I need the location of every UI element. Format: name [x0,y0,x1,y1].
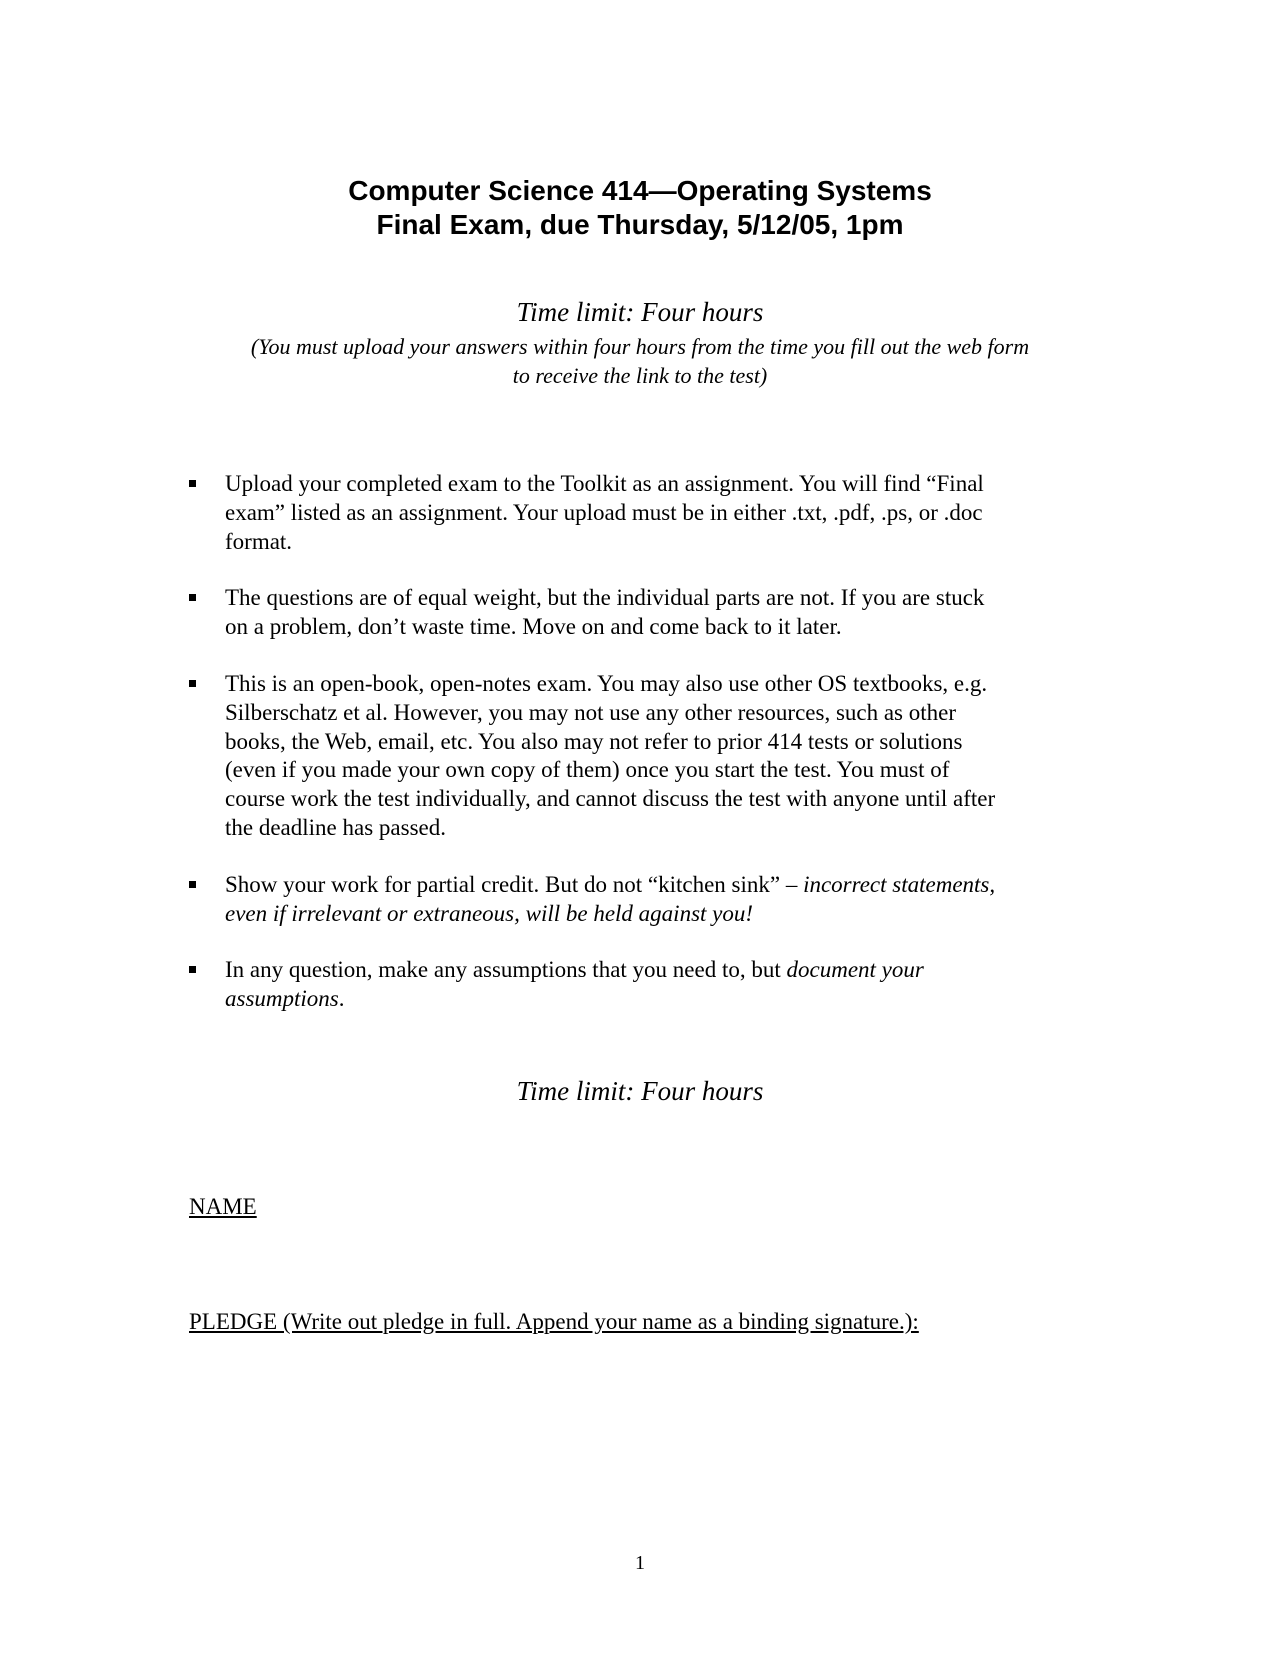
upload-note-line: to receive the link to the test) [512,363,768,388]
instruction-line: This is an open-book, open-notes exam. You may also use other OS textbooks, e.g. [225,670,988,696]
instruction-line: books, the Web, email, etc. You also may not refer to prior 414 tests or solutions [225,728,963,754]
instruction-item [189,956,1089,1014]
instruction-line: exam” listed as an assignment. Your upload must be in either .txt, .pdf, .ps, or .doc [225,499,983,525]
time-limit-bottom: Time limit: Four hours [516,1076,764,1106]
bullet-square-icon [189,881,196,888]
instruction-emphasis: incorrect statements, [803,871,996,897]
bullet-square-icon [189,680,196,687]
instruction-line: on a problem, don’t waste time. Move on and come back to it later. [225,614,842,640]
exam-subtitle: Final Exam, due Thursday, 5/12/05, 1pm [376,209,904,240]
instruction-line: (even if you made your own copy of them) once you start the test. You must of [225,757,950,783]
instruction-line: Silberschatz et al. However, you may not use any other resources, such as other [225,699,957,725]
upload-note-line: (You must upload your answers within four hours from the time you fill out the web form [250,334,1030,359]
time-limit-top: Time limit: Four hours [516,297,764,327]
instruction-text: In any question, make any assumptions that you need to, but [225,957,787,983]
exam-title: Computer Science 414—Operating Systems [348,175,932,206]
instructions-list [189,470,1089,1042]
bullet-square-icon [189,594,196,601]
instruction-text: Show your work for partial credit. But do not “kitchen sink” – [225,871,804,897]
instruction-line: course work the test individually, and cannot discuss the test with anyone until after [225,786,996,812]
bullet-square-icon [189,480,196,487]
instruction-line: The questions are of equal weight, but the individual parts are not. If you are stuck [225,585,985,611]
instruction-emphasis: assumptions [225,986,339,1012]
instruction-item [189,670,1089,843]
instruction-line: the deadline has passed. [225,814,446,840]
instruction-text: . [338,986,345,1012]
instruction-item [189,470,1089,556]
bullet-square-icon [189,966,196,973]
instruction-item [189,871,1089,929]
instruction-emphasis: even if irrelevant or extraneous, will be held against you! [225,900,754,926]
instruction-line [225,956,1089,985]
name-field-label: NAME [189,1194,257,1219]
instruction-line: format. [225,528,293,554]
page-number: 1 [635,1552,645,1574]
instruction-emphasis: document your [786,957,924,983]
instruction-line [225,985,1089,1014]
instruction-line: Upload your completed exam to the Toolkit as an assignment. You will find “Final [225,471,984,496]
instruction-item [189,584,1089,642]
pledge-field-label: PLEDGE (Write out pledge in full. Append your name as a binding signature.): [189,1309,919,1334]
instruction-line [225,871,1089,900]
